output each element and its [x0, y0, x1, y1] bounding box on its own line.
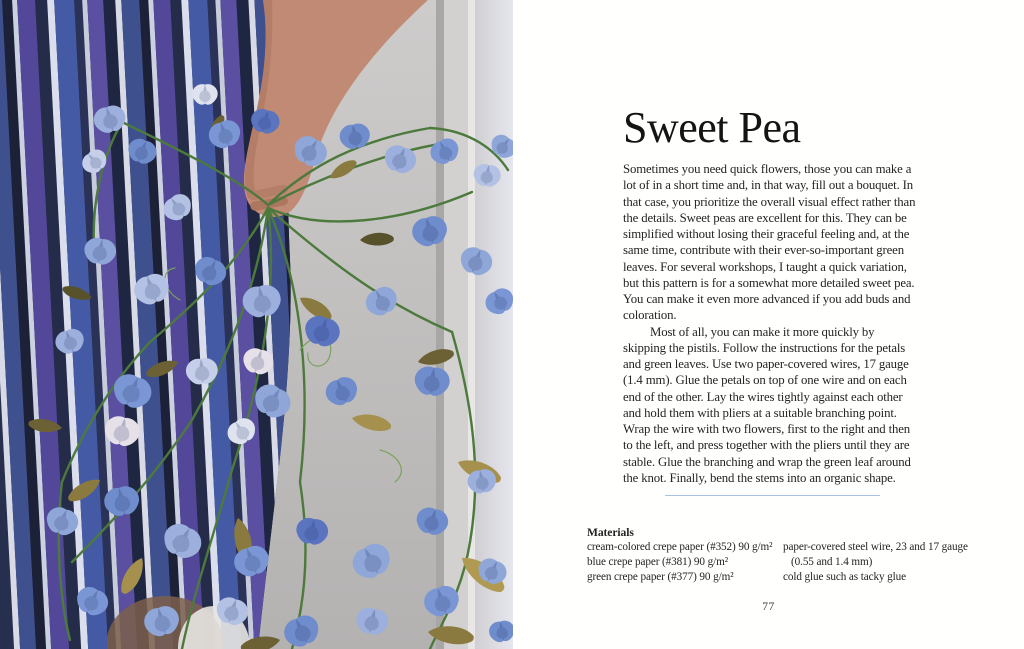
body-text: [623, 161, 917, 486]
sweet-pea-flower: [192, 84, 217, 105]
material-item-continuation: (0.55 and 1.4 mm): [791, 556, 873, 569]
text-page: [513, 0, 1024, 649]
material-item: blue crepe paper (#381) 90 g/m²: [587, 556, 728, 569]
page-number: 77: [762, 601, 775, 613]
materials-left-column: [587, 540, 783, 586]
material-item: cream-colored crepe paper (#352) 90 g/m²: [587, 541, 773, 553]
material-item: paper-covered steel wire, 23 and 17 gauge: [783, 541, 968, 553]
page-title: Sweet Pea: [623, 103, 801, 152]
materials-heading: Materials: [587, 526, 634, 539]
intro-paragraph: Sometimes you need quick flowers, those you can make a lot of in a short time and, in that way, fill out a bouquet. In that case, you prioritize the overall visual effect rather than the details. Sweet peas are excellent for this. They can be simplified without losing their graceful feeling and, at the same time, contribute with their ever-so-important green leaves. For several workshops, I taught a quick variation, but this pattern is for a somewhat more detailed sweet pea. You can make it even more advanced if you add buds and coloration.: [623, 162, 916, 323]
section-divider: [665, 495, 880, 496]
materials-section: [587, 525, 977, 586]
material-item: cold glue such as tacky glue: [783, 571, 907, 584]
material-item: green crepe paper (#377) 90 g/m²: [587, 571, 734, 584]
materials-right-column: [783, 540, 977, 586]
door-frame: [436, 0, 513, 649]
instructions-paragraph: Most of all, you can make it more quickly by skipping the pistils. Follow the instructions for the petals and green leaves. Use two paper-covered wires, 17 gauge (1.4 mm). Glue the petals on top of one wire and on each end of the other. Lay the wires tightly against each other and hold them with pliers at a suitable branching point. Wrap the wire with two flowers, first to the right and then to the left, and press together with the pliers until they are stable. Glue the branching and wrap the green leaf around the knot. Finally, bend the stems into an organic shape.: [623, 324, 911, 485]
